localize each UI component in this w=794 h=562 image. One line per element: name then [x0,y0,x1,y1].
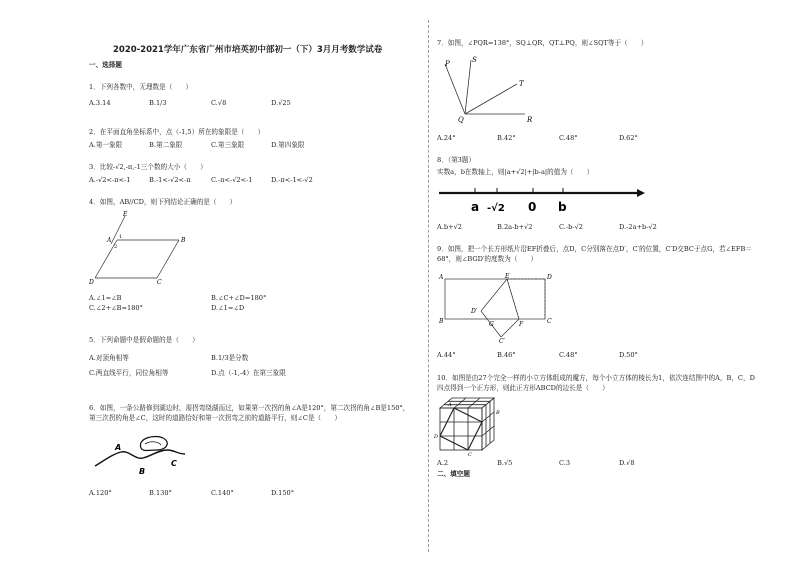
q9-label-c: C [547,318,552,325]
q6-opt-b: B.130° [149,489,172,497]
q9-label-f: F [519,321,524,328]
q9-label-b: B [439,318,444,325]
q6-opt-c: C.140° [211,489,234,497]
q4-angle-2: 2 [114,244,118,250]
q9-folding-figure [439,273,559,343]
q3-opt-c: C.-π<-√2<-1 [211,176,253,184]
q2-opt-d: D.第四象限 [271,141,305,149]
q7-label-q: Q [458,116,464,124]
section-fill-in: 二、填空题 [437,470,470,478]
q8-label-zero: 0 [528,200,537,214]
q2-stem: 2．在平面直角坐标系中，点（-1,5）所在的象限是（ ） [89,128,265,136]
q8-line2: 实数a，b在数轴上，则|a+√2|+|b-a|的值为（ ） [437,168,594,176]
q9-line2: 68°，则∠BGD′的度数为（ ） [437,255,538,263]
q2-opt-b: B.第二象限 [149,141,183,149]
q7-stem: 7．如图，∠PQR=138°，SQ⊥QR，QT⊥PQ，则∠SQT等于（ ） [437,39,648,47]
q4-opt-c: C.∠2+∠B=180° [89,304,143,312]
q4-angle-1: 1 [119,234,123,240]
q8-label-a: a [471,200,480,214]
q7-label-s: S [472,56,477,64]
q4-opt-d: D.∠1=∠D [211,304,245,312]
q9-label-e: E [505,273,510,280]
q9-opt-b: B.46° [497,351,516,359]
q10-label-d: D [434,434,439,440]
q4-label-b: B [181,237,186,244]
q10-opt-c: C.3 [559,459,571,467]
q9-opt-a: A.44° [437,351,456,359]
left-column [85,0,415,562]
q10-opt-a: A.2 [437,459,449,467]
q1-opt-b: B.1/3 [149,99,167,107]
q1-opt-d: D.√25 [271,99,291,107]
q4-parallelogram-figure [87,208,197,286]
q9-line1: 9．如图，把一个长方形纸片沿EF折叠后，点D，C分别落在点D′，C′的位置，C′D交BC于点G，若∠EFB＝ [437,245,752,253]
q4-label-a: A [107,237,112,244]
q4-opt-b: B.∠C+∠D=180° [211,294,267,302]
q7-angle-figure [439,50,549,130]
q5-opt-a: A.对顶角相等 [89,354,129,362]
q2-opt-c: C.第三象限 [211,141,245,149]
q7-opt-c: C.48° [559,134,578,142]
q7-opt-d: D.62° [619,134,638,142]
q1-stem: 1．下列各数中，无理数是（ ） [89,83,193,91]
q8-opt-b: B.2a-b+√2 [497,223,533,231]
q7-label-r: R [527,116,533,124]
q6-label-a: A [115,443,122,452]
q6-opt-a: A.120° [89,489,112,497]
q4-label-c: C [157,279,162,286]
q3-stem: 3．比较-√2,-π,-1三个数的大小（ ） [89,163,207,171]
q2-opt-a: A.第一象限 [89,141,123,149]
q6-label-b: B [139,467,146,476]
section-choice: 一、选择题 [89,61,122,69]
right-column [434,0,777,562]
q9-opt-c: C.48° [559,351,578,359]
q4-opt-a: A.∠1=∠B [89,294,122,302]
q9-label-d-prime: D′ [471,308,478,315]
q8-number-line [437,184,647,214]
q9-label-c-prime: C′ [499,338,505,345]
q9-opt-d: D.50° [619,351,638,359]
q10-opt-d: D.√8 [619,459,635,467]
q3-opt-a: A.-√2<-π<-1 [89,176,131,184]
q6-road-figure [93,432,203,477]
q4-stem: 4．如图，AB//CD，则下列结论正确的是（ ） [89,198,237,206]
q6-line1: 6．如图，一条公路修到湖边时，需拐弯绕湖而过，如果第一次拐的角∠A是120°，第二次拐的角∠B是150°， [89,404,410,412]
q10-label-c: C [468,452,472,458]
q8-opt-d: D.-2a+b-√2 [619,223,657,231]
q5-stem: 5．下列命题中是假命题的是（ ） [89,336,199,344]
q7-label-p: P [445,60,450,68]
q5-opt-c: C.两直线平行，同位角相等 [89,369,169,377]
q10-line2: 四点得到一个正方形，则此正方形ABCD的边长是（ ） [437,384,609,392]
q8-opt-c: C.-b-√2 [559,223,583,231]
q1-opt-c: C.√8 [211,99,227,107]
q8-label-b: b [558,200,567,214]
q8-stem: 8．（第3题） [437,156,476,164]
q9-label-g: G [489,321,494,328]
q8-label-neg-root2: -√2 [487,203,505,214]
q5-opt-d: D.点（-1,-4）在第三象限 [211,369,286,377]
q7-opt-b: B.42° [497,134,516,142]
page-divider [428,20,429,552]
q9-label-d: D [547,274,552,281]
q10-opt-b: B.√5 [497,459,513,467]
q10-label-a: A [448,402,452,408]
q6-label-c: C [171,459,177,468]
q10-label-b: B [496,410,500,416]
q3-opt-b: B.-1<-√2<-π [149,176,191,184]
q5-opt-b: B.1/3是分数 [211,354,249,362]
q6-opt-d: D.150° [271,489,295,497]
q4-label-e: E [123,211,128,218]
q1-opt-a: A.3.14 [89,99,111,107]
q8-opt-a: A.b+√2 [437,223,463,231]
q7-label-t: T [519,80,524,88]
q3-opt-d: D.-π<-1<-√2 [271,176,313,184]
q10-line1: 10．如图是由27个完全一样的小立方体组成的魔方，每个小立方体的棱长为1，依次连结图中的A，B，C，D [437,374,755,382]
q10-cube-figure [434,396,508,458]
q7-opt-a: A.24° [437,134,456,142]
q9-label-a: A [439,274,444,281]
q4-label-d: D [89,279,94,286]
exam-title: 2020-2021学年广东省广州市培英初中部初一（下）3月月考数学试卷 [113,45,383,55]
q6-line2: 第三次拐的角是∠C，这时的道路恰好和第一次拐弯之前的道路平行，则∠C是（ ） [89,414,341,422]
